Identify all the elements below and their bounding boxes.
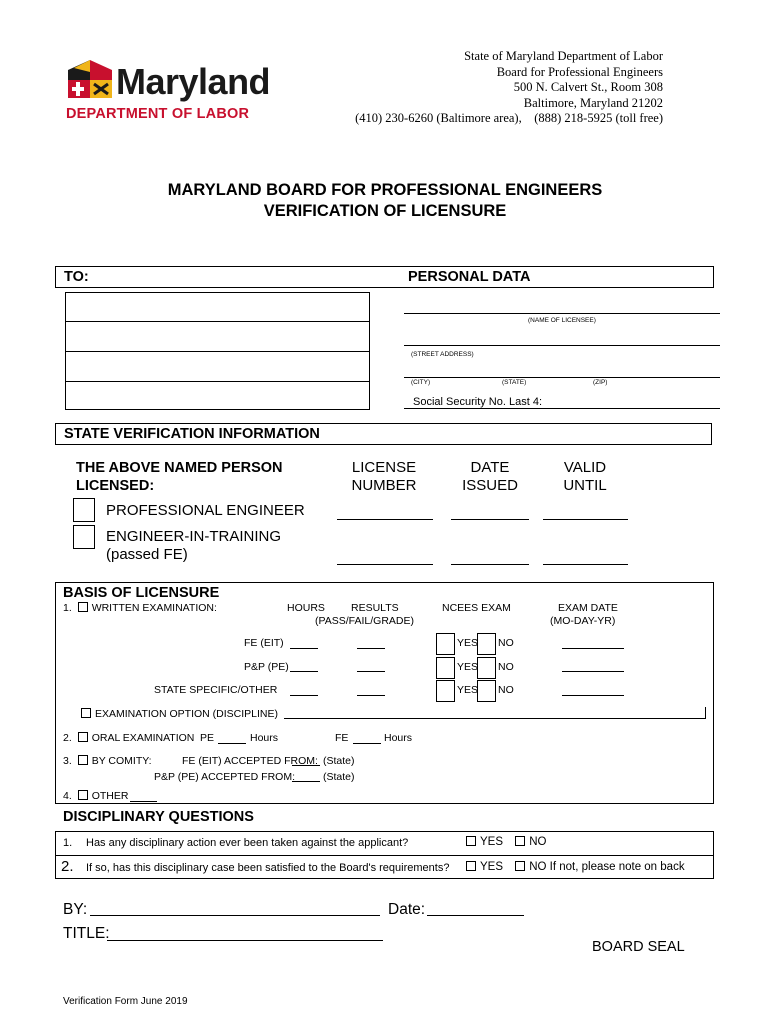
logo-wordmark: Maryland xyxy=(116,61,271,102)
form-title xyxy=(0,180,770,222)
form-title-line1: MARYLAND BOARD FOR PROFESSIONAL ENGINEERS xyxy=(167,181,603,199)
col-header-text: UNTIL xyxy=(563,477,607,494)
eit-label-line1: ENGINEER-IN-TRAINING xyxy=(106,528,282,545)
yes-label: YES xyxy=(480,836,504,848)
item-number: 4. xyxy=(63,790,72,802)
title-field[interactable] xyxy=(107,940,383,941)
oral-fe-hours-label: Hours xyxy=(384,732,413,744)
address-line: (410) 230-6260 (Baltimore area), (888) 218-5925 (toll free) xyxy=(355,111,663,125)
licensed-line1: THE ABOVE NAMED PERSON xyxy=(76,460,283,476)
state-ncees-no-checkbox[interactable] xyxy=(477,680,496,702)
q2-yes-checkbox[interactable] xyxy=(466,861,476,871)
other-label: OTHER xyxy=(91,790,129,802)
pe-license-number-field[interactable] xyxy=(337,519,433,520)
yes-label: YES xyxy=(457,684,479,696)
oral-pe-hours-field[interactable] xyxy=(218,743,246,744)
exam-option-label: EXAMINATION OPTION (DISCIPLINE) xyxy=(95,708,278,720)
eit-label xyxy=(106,528,281,564)
to-address-line xyxy=(65,381,370,382)
oral-exam-label: ORAL EXAMINATION xyxy=(91,732,195,744)
comity-row xyxy=(63,755,152,767)
state-exam-date-field[interactable] xyxy=(562,695,624,696)
disciplinary-heading: DISCIPLINARY QUESTIONS xyxy=(63,809,254,825)
name-caption: (NAME OF LICENSEE) xyxy=(528,317,596,324)
other-field[interactable] xyxy=(130,801,157,802)
fe-hours-field[interactable] xyxy=(290,648,318,649)
q1-answers xyxy=(466,836,546,848)
to-header-box xyxy=(55,266,714,288)
pass-fail-header: (PASS/FAIL/GRADE) xyxy=(315,615,414,627)
address-line: Board for Professional Engineers xyxy=(496,64,663,79)
q2-no-checkbox[interactable] xyxy=(515,861,525,871)
pp-accepted-state-field[interactable] xyxy=(292,781,320,782)
state-specific-row-label: STATE SPECIFIC/OTHER xyxy=(154,684,278,696)
eit-valid-until-field[interactable] xyxy=(543,564,628,565)
pp-results-field[interactable] xyxy=(357,671,385,672)
q1-yes-checkbox[interactable] xyxy=(466,836,476,846)
eit-label-line2: (passed FE) xyxy=(106,546,188,563)
ssn-field[interactable] xyxy=(404,408,720,409)
item-number: 3. xyxy=(63,755,72,767)
ssn-label: Social Security No. Last 4: xyxy=(413,396,543,408)
street-address-field[interactable] xyxy=(404,345,720,346)
other-row xyxy=(63,790,128,802)
written-exam-label: WRITTEN EXAMINATION: xyxy=(91,602,217,614)
date-issued-header xyxy=(458,459,522,495)
pe-label: PROFESSIONAL ENGINEER xyxy=(106,502,305,519)
to-label: TO: xyxy=(64,269,89,285)
form-title-line2: VERIFICATION OF LICENSURE xyxy=(263,202,507,220)
exam-date-header: EXAM DATE xyxy=(558,602,618,614)
form-footer: Verification Form June 2019 xyxy=(63,996,188,1007)
q1-no-checkbox[interactable] xyxy=(515,836,525,846)
exam-option-checkbox[interactable] xyxy=(81,708,91,718)
written-exam-checkbox[interactable] xyxy=(78,602,88,612)
licensed-label xyxy=(76,459,283,495)
by-label: BY: xyxy=(63,901,88,918)
pp-accepted-label: P&P (PE) ACCEPTED FROM: xyxy=(154,771,295,783)
maryland-logo xyxy=(64,58,284,128)
personal-data-label: PERSONAL DATA xyxy=(408,269,531,285)
item-number: 2. xyxy=(63,732,72,744)
basis-heading: BASIS OF LICENSURE xyxy=(63,585,220,601)
no-label: NO xyxy=(498,637,514,649)
pp-exam-date-field[interactable] xyxy=(562,671,624,672)
col-header-text: DATE xyxy=(470,459,510,476)
logo-department: DEPARTMENT OF LABOR xyxy=(66,106,250,122)
address-line: Baltimore, Maryland 21202 xyxy=(523,95,663,110)
state-results-field[interactable] xyxy=(357,695,385,696)
state-caption: (STATE) xyxy=(502,379,527,386)
oral-fe-hours-field[interactable] xyxy=(353,743,381,744)
state-hours-field[interactable] xyxy=(290,695,318,696)
city-state-zip-field[interactable] xyxy=(404,377,720,378)
oral-exam-row xyxy=(63,732,194,744)
eit-date-issued-field[interactable] xyxy=(451,564,529,565)
yes-label: YES xyxy=(480,861,504,873)
pe-valid-until-field[interactable] xyxy=(543,519,628,520)
state-ncees-yes-checkbox[interactable] xyxy=(436,680,455,702)
fe-accepted-label: FE (EIT) ACCEPTED FROM: xyxy=(182,755,318,767)
fe-results-field[interactable] xyxy=(357,648,385,649)
licensee-name-field[interactable] xyxy=(404,313,720,314)
comity-label: BY COMITY: xyxy=(91,755,152,767)
pe-date-issued-field[interactable] xyxy=(451,519,529,520)
fe-state-label: (State) xyxy=(323,755,355,767)
zip-caption: (ZIP) xyxy=(593,379,608,386)
no-note-label: NO If not, please note on back xyxy=(529,861,685,873)
to-address-line xyxy=(65,351,370,352)
mo-day-yr-header: (MO-DAY-YR) xyxy=(550,615,616,627)
results-header: RESULTS xyxy=(351,602,399,614)
written-exam-row xyxy=(63,602,217,614)
valid-until-header xyxy=(557,459,613,495)
oral-pe-label: PE xyxy=(200,732,215,744)
street-caption: (STREET ADDRESS) xyxy=(411,351,474,358)
q1-number: 1. xyxy=(63,837,73,849)
q2-answers xyxy=(466,861,685,873)
exam-option-line-end xyxy=(705,707,706,719)
date-field[interactable] xyxy=(427,915,524,916)
yes-label: YES xyxy=(457,661,479,673)
exam-option-row xyxy=(81,708,278,720)
oral-pe-hours-label: Hours xyxy=(250,732,279,744)
oral-exam-checkbox[interactable] xyxy=(78,732,88,742)
maryland-flag-icon xyxy=(64,58,116,100)
address-line: State of Maryland Department of Labor xyxy=(464,49,663,63)
pp-hours-field[interactable] xyxy=(290,671,318,672)
other-checkbox[interactable] xyxy=(78,790,88,800)
ncees-header: NCEES EXAM xyxy=(442,602,511,614)
q1-text: Has any disciplinary action ever been taken against the applicant? xyxy=(86,837,409,849)
eit-license-number-field[interactable] xyxy=(337,564,433,565)
oral-fe-label: FE xyxy=(335,732,349,744)
pp-pe-row-label: P&P (PE) xyxy=(244,661,289,673)
pp-state-label: (State) xyxy=(323,771,355,783)
col-header-text: NUMBER xyxy=(351,477,417,494)
fe-exam-date-field[interactable] xyxy=(562,648,624,649)
q2-text: If so, has this disciplinary case been satisfied to the Board's requirements? xyxy=(86,862,450,874)
date-label: Date: xyxy=(388,901,426,918)
no-label: NO xyxy=(498,684,514,696)
license-number-header xyxy=(350,459,418,495)
yes-label: YES xyxy=(457,637,479,649)
col-header-text: LICENSE xyxy=(351,459,417,476)
state-verification-heading: STATE VERIFICATION INFORMATION xyxy=(64,426,320,442)
disciplinary-divider xyxy=(55,855,714,856)
fe-accepted-state-field[interactable] xyxy=(292,765,320,766)
pp-ncees-yes-checkbox[interactable] xyxy=(436,657,455,679)
by-signature-field[interactable] xyxy=(90,915,380,916)
item-number: 1. xyxy=(63,602,72,614)
fe-ncees-no-checkbox[interactable] xyxy=(477,633,496,655)
city-caption: (CITY) xyxy=(411,379,431,386)
q2-number: 2. xyxy=(61,858,74,875)
address-line: 500 N. Calvert St., Room 308 xyxy=(513,80,663,94)
board-seal-label: BOARD SEAL xyxy=(592,939,685,955)
title-label: TITLE: xyxy=(63,925,110,942)
col-header-text: ISSUED xyxy=(462,477,518,494)
col-header-text: VALID xyxy=(563,459,607,476)
exam-option-discipline-field[interactable] xyxy=(284,718,706,719)
pp-ncees-no-checkbox[interactable] xyxy=(477,657,496,679)
fe-eit-row-label: FE (EIT) xyxy=(244,637,284,649)
licensed-line2: LICENSED: xyxy=(76,478,155,494)
pe-checkbox[interactable] xyxy=(73,498,95,522)
no-label: NO xyxy=(498,661,514,673)
board-address xyxy=(355,49,663,127)
comity-checkbox[interactable] xyxy=(78,755,88,765)
eit-checkbox[interactable] xyxy=(73,525,95,549)
hours-header: HOURS xyxy=(287,602,325,614)
to-address-line xyxy=(65,321,370,322)
fe-ncees-yes-checkbox[interactable] xyxy=(436,633,455,655)
no-label: NO xyxy=(529,836,547,848)
